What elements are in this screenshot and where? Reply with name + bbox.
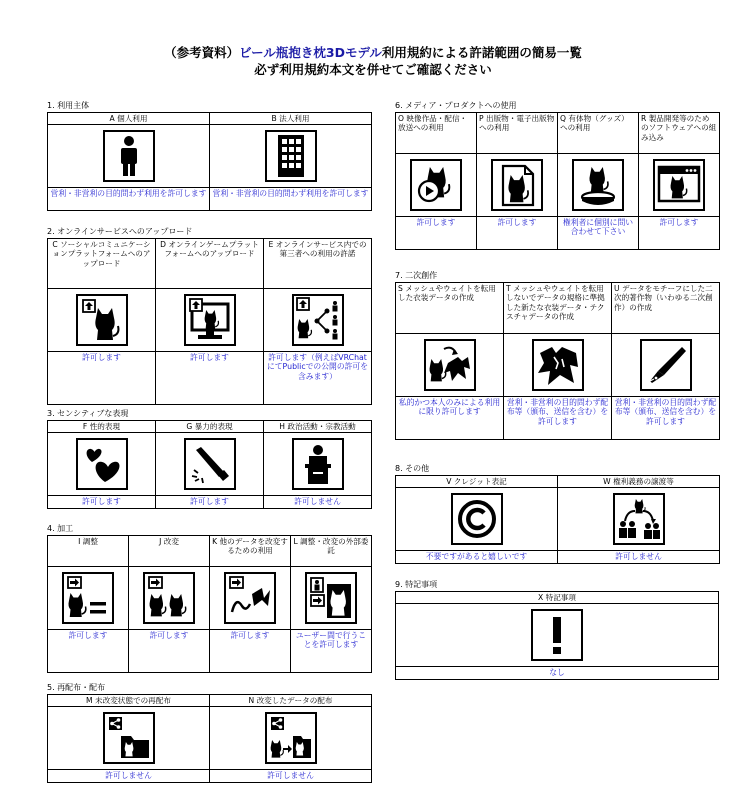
- item-permission: 営利・非営利の目的問わず利用を許可します: [212, 189, 369, 199]
- item-header: N 改変したデータの配布: [248, 696, 333, 705]
- item-header: E オンラインサービス内での第三者への利用の許諾: [268, 240, 367, 259]
- item-header: A 個人利用: [109, 114, 148, 123]
- item-header: R 製品開発等のためのソフトウェアへの組み込み: [641, 114, 717, 142]
- item-permission: 許可します: [82, 353, 121, 362]
- section-processing: [47, 524, 372, 673]
- section-sensitive-expression: [47, 409, 372, 509]
- item-header: W 権利義務の譲渡等: [603, 477, 674, 486]
- item-header: P 出版物・電子出版物への利用: [479, 114, 555, 133]
- knife-icon: [184, 438, 236, 490]
- item-header: O 映像作品・配信・放送への利用: [398, 114, 468, 133]
- item-permission: 不要ですがあると嬉しいです: [425, 552, 528, 562]
- item-header: Q 有体物（グッズ）への利用: [560, 114, 629, 133]
- item-header: F 性的表現: [82, 422, 121, 431]
- item-permission: 許可します（例えばVRChatにてPublicでの公開の許可を含みます）: [266, 353, 369, 381]
- item-header: V クレジット表記: [446, 477, 507, 486]
- item-header: J 改変: [159, 537, 179, 546]
- item-permission: ユーザー間で行うことを許可します: [295, 631, 367, 650]
- copyright-icon: [451, 493, 503, 545]
- podium-icon: [292, 438, 344, 490]
- section-media-product: [395, 101, 720, 250]
- item-header: M 未改変状態での再配布: [86, 696, 171, 705]
- cloth-icon: [532, 339, 584, 391]
- section-label: 7. 二次創作: [395, 271, 438, 280]
- hearts-icon: [76, 438, 128, 490]
- figure-cat-icon: [572, 159, 624, 211]
- section-derivative-works: [395, 271, 720, 440]
- section-label: 4. 加工: [47, 524, 74, 533]
- item-permission: 営利・非営利の目的問わず配布等（頒布、送信を含む）を許可します: [614, 398, 717, 426]
- item-permission: 許可します: [416, 218, 456, 227]
- outsource-icon: [305, 572, 357, 624]
- modify-icon: [143, 572, 195, 624]
- item-permission: 許可します: [149, 631, 189, 640]
- item-permission: 許可します: [190, 497, 229, 507]
- item-permission: 許可します: [190, 353, 229, 362]
- item-permission: 権利者に個別に問い合わせて下さい: [562, 218, 634, 237]
- video-cat-icon: [410, 159, 462, 211]
- transfer-rights-icon: [613, 493, 665, 545]
- building-icon: [265, 130, 317, 182]
- item-permission: 営利・非営利の目的問わず利用を許可します: [50, 189, 207, 199]
- section-other: [395, 464, 720, 564]
- section-online-upload: [47, 227, 372, 405]
- software-cat-icon: [653, 159, 705, 211]
- transfer-ribbon-icon: [224, 572, 276, 624]
- item-permission: 許可します: [659, 218, 699, 227]
- item-header: S メッシュやウェイトを転用した衣装データの作成: [398, 284, 496, 303]
- section-label: 5. 再配布・配布: [47, 683, 106, 692]
- pen-icon: [640, 339, 692, 391]
- item-header: B 法人利用: [271, 114, 310, 123]
- item-permission: 許可します: [230, 631, 270, 640]
- item-permission: 営利・非営利の目的問わず配布等（頒布、送信を含む）を許可します: [506, 398, 609, 426]
- item-header: L 調整・改変の外部委託: [293, 537, 369, 556]
- item-permission: 許可します: [82, 497, 121, 507]
- section-label: 2. オンラインサービスへのアップロード: [47, 227, 193, 236]
- item-header: H 政治活動・宗教活動: [279, 422, 356, 431]
- document-title: [0, 44, 746, 78]
- item-permission: 許可します: [497, 218, 537, 227]
- item-header: G 暴力的表現: [186, 422, 233, 431]
- section-label: 8. その他: [395, 464, 430, 473]
- item-permission: 私的かつ本人のみによる利用に限り許可します: [398, 398, 501, 417]
- section-label: 3. センシティブな表現: [47, 409, 129, 418]
- section-label: 9. 特記事項: [395, 580, 438, 589]
- item-permission: 許可しません: [294, 497, 341, 507]
- item-header: T メッシュやウェイトを転用しないでデータの規格に準拠した新たな衣装データ・テクスチャデータの作成: [506, 284, 605, 322]
- title-line-2: 必ず利用規約本文を併せてご確認ください: [254, 62, 492, 77]
- share-folder-icon: [103, 712, 155, 764]
- document-cat-icon: [491, 159, 543, 211]
- cat-cloth-icon: [424, 339, 476, 391]
- exclamation-icon: [531, 609, 583, 661]
- section-redistribution: [47, 683, 372, 783]
- section-special-notes: [395, 580, 719, 680]
- item-permission: 許可しません: [615, 552, 662, 562]
- product-name: ビール瓶抱き枕3Dモデル: [239, 45, 382, 60]
- item-header: C ソーシャルコミュニケーションプラットフォームへのアップロード: [52, 240, 151, 268]
- upload-monitor-cat-icon: [184, 294, 236, 346]
- section-label: 6. メディア・プロダクトへの使用: [395, 101, 517, 110]
- item-permission: 許可しません: [105, 771, 152, 781]
- person-icon: [103, 130, 155, 182]
- share-people-icon: [292, 294, 344, 346]
- item-header: U データをモチーフにした二次的著作物（いわゆる二次創作）の作成: [614, 284, 713, 312]
- upload-cat-icon: [76, 294, 128, 346]
- item-permission: 許可します: [68, 631, 108, 640]
- item-permission: なし: [549, 668, 565, 678]
- adjust-icon: [62, 572, 114, 624]
- share-modified-icon: [265, 712, 317, 764]
- item-header: I 調整: [78, 537, 98, 546]
- item-header: D オンラインゲームプラットフォームへのアップロード: [160, 240, 259, 259]
- item-header: X 特記事項: [538, 593, 576, 602]
- item-permission: 許可しません: [267, 771, 314, 781]
- section-label: 1. 利用主体: [47, 101, 90, 110]
- item-header: K 他のデータを改変するための利用: [212, 537, 288, 556]
- section-usage-subject: [47, 101, 372, 211]
- title-line-1: （参考資料）ビール瓶抱き枕3Dモデル利用規約による許諾範囲の簡易一覧: [164, 45, 582, 60]
